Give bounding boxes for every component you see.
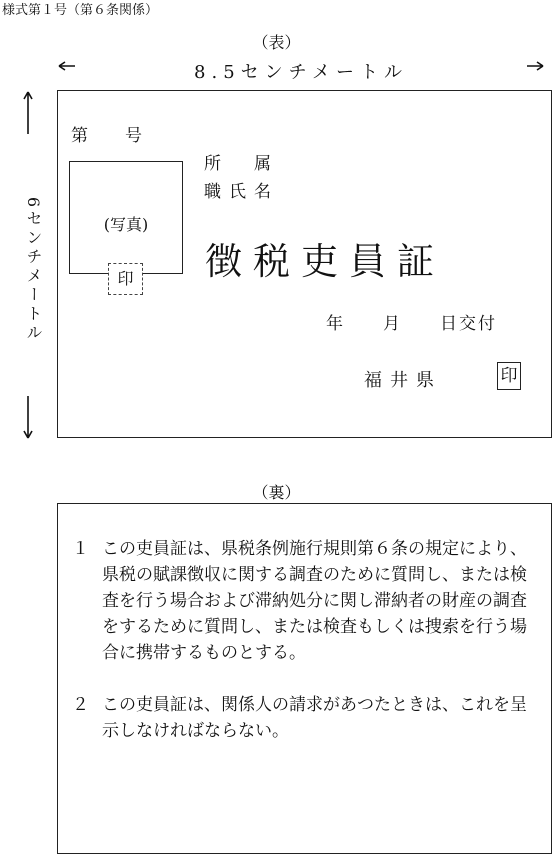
arrow-left-icon [58, 59, 76, 73]
photo-label: (写真) [103, 215, 149, 234]
issuer-name: 福井県 [364, 370, 442, 391]
height-dimension [18, 90, 48, 440]
clause-number: １ [72, 539, 89, 559]
clause-number: ２ [72, 695, 89, 715]
form-number: 様式第１号（第６条関係） [2, 3, 159, 18]
card-back [57, 503, 552, 854]
width-dimension [58, 56, 544, 86]
clause-2 [72, 692, 538, 744]
card-number-label: 第 号 [71, 126, 143, 146]
clause-1 [72, 536, 538, 666]
photo-box [69, 161, 183, 274]
arrow-right-icon [526, 59, 544, 73]
card-front [57, 90, 552, 438]
clause-text: この吏員証は、関係人の請求があつたときは、これを呈示しなければならない。 [102, 695, 527, 741]
name-title-label: 職氏名 [204, 182, 279, 202]
issuer-seal: 印 [497, 362, 521, 390]
card-title: 徴税吏員証 [205, 240, 445, 283]
clause-text: この吏員証は、県税条例施行規則第６条の規定により、県税の賦課徴収に関する調査のために質問し、または検査を行う場合および滞納処分に関し滞納者の財産の調査をするために質問し、または検査もしくは捜索を行う場合に携帯するものとする。 [102, 539, 527, 663]
affiliation-label: 所 属 [204, 154, 279, 174]
width-dimension-text: 8.5センチメートル [194, 62, 408, 83]
photo-seal: 印 [108, 263, 143, 295]
height-dimension-text: 6センチメートル [24, 196, 43, 344]
front-side-label: （表） [252, 33, 301, 52]
issue-date-label: 年 月 日交付 [326, 314, 497, 334]
arrow-up-icon [20, 90, 36, 136]
arrow-down-icon [20, 394, 36, 440]
back-side-label: （裏） [252, 483, 301, 502]
